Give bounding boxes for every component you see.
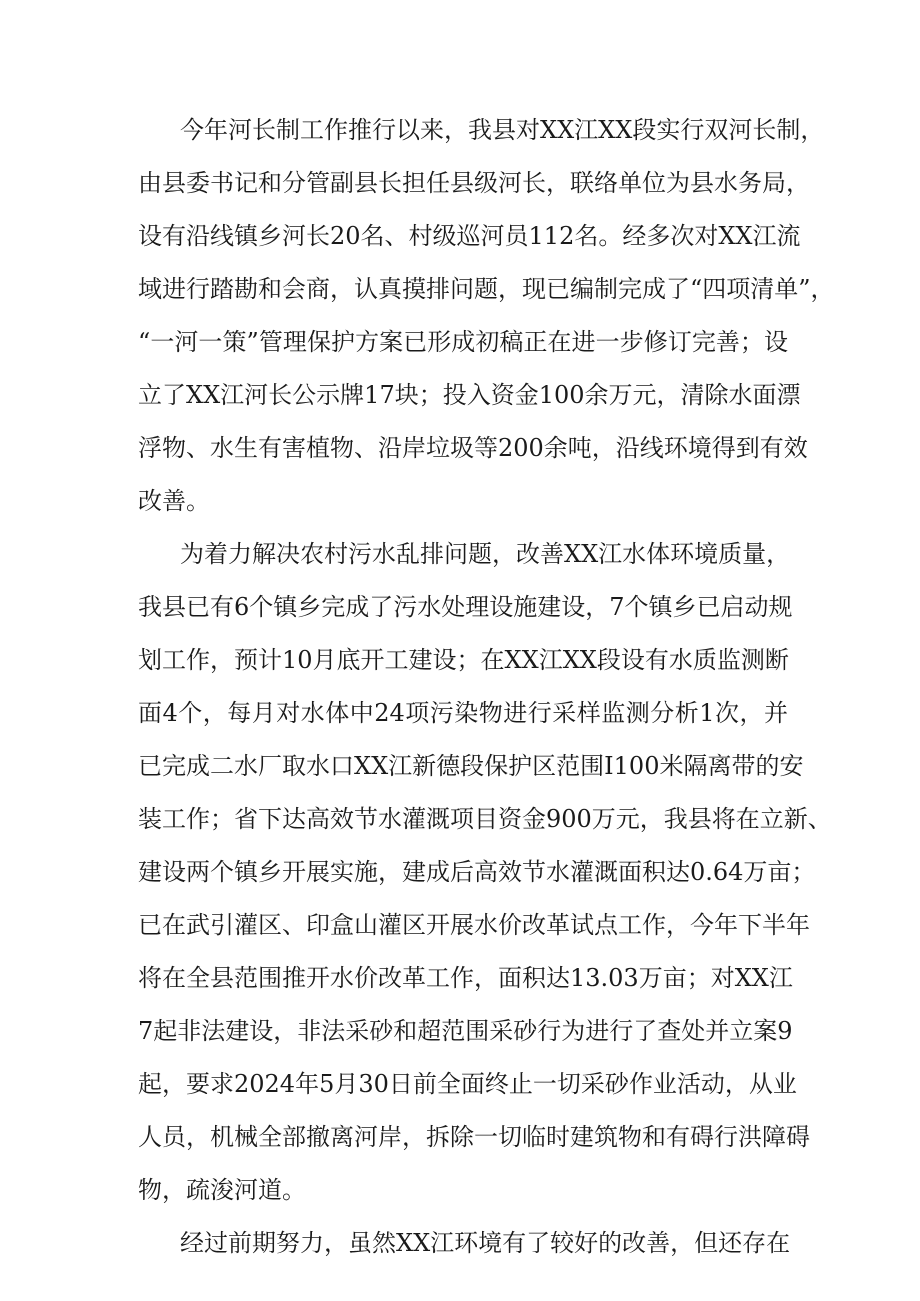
paragraph-3-line-1: 经过前期努力，虽然XX江环境有了较好的改善，但还存在: [180, 1229, 791, 1257]
paragraph-2-line-7: 建设两个镇乡开展实施，建成后高效节水灌溉面积达0.64万亩；: [138, 858, 816, 886]
paragraph-2-line-1: 为着力解决农村污水乱排问题，改善XX江水体环境质量，: [180, 540, 791, 568]
paragraph-2-line-2: 我县已有6个镇乡完成了污水处理设施建设，7个镇乡已启动规: [138, 593, 793, 621]
paragraph-2-line-3: 划工作，预计10月底开工建设；在XX江XX段设有水质监测断: [138, 646, 789, 674]
paragraph-1-line-1: 今年河长制工作推行以来，我县对XX江XX段实行双河长制，: [180, 116, 825, 144]
paragraph-2-line-8: 已在武引灌区、印盒山灌区开展水价改革试点工作，今年下半年: [138, 911, 810, 939]
paragraph-2-line-11: 起，要求2024年5月30日前全面终止一切采砂作业活动，从业: [138, 1070, 797, 1098]
paragraph-2-line-6: 装工作；省下达高效节水灌溉项目资金900万元，我县将在立新、: [138, 805, 832, 833]
paragraph-2-line-4: 面4个，每月对水体中24项污染物进行采样监测分析1次，并: [138, 699, 788, 727]
paragraph-1-line-6: 立了XX江河长公示牌17块；投入资金100余万元，清除水面漂: [138, 381, 801, 409]
paragraph-2-line-10: 7起非法建设，非法采砂和超范围采砂行为进行了查处并立案9: [138, 1017, 793, 1045]
paragraph-1-line-3: 设有沿线镇乡河长20名、村级巡河员112名。经多次对XX江流: [138, 222, 801, 250]
paragraph-1-line-2: 由县委书记和分管副县长担任县级河长，联络单位为县水务局，: [138, 169, 810, 197]
paragraph-1-line-8: 改善。: [138, 487, 210, 515]
paragraph-1-line-4: 域进行踏勘和会商，认真摸排问题，现已编制完成了“四项清单”，: [138, 275, 835, 303]
paragraph-2-line-5: 已完成二水厂取水口XX江新德段保护区范围I100米隔离带的安: [138, 752, 804, 780]
paragraph-2-line-12: 人员，机械全部撤离河岸，拆除一切临时建筑物和有碍行洪障碍: [138, 1123, 810, 1151]
paragraph-1-line-7: 浮物、水生有害植物、沿岸垃圾等200余吨，沿线环境得到有效: [138, 434, 808, 462]
paragraph-1-line-5: “一河一策”管理保护方案已形成初稿正在进一步修订完善；设: [138, 328, 788, 356]
paragraph-2-line-13: 物，疏浚河道。: [138, 1176, 306, 1204]
paragraph-2-line-9: 将在全县范围推开水价改革工作，面积达13.03万亩；对XX江: [138, 964, 793, 992]
